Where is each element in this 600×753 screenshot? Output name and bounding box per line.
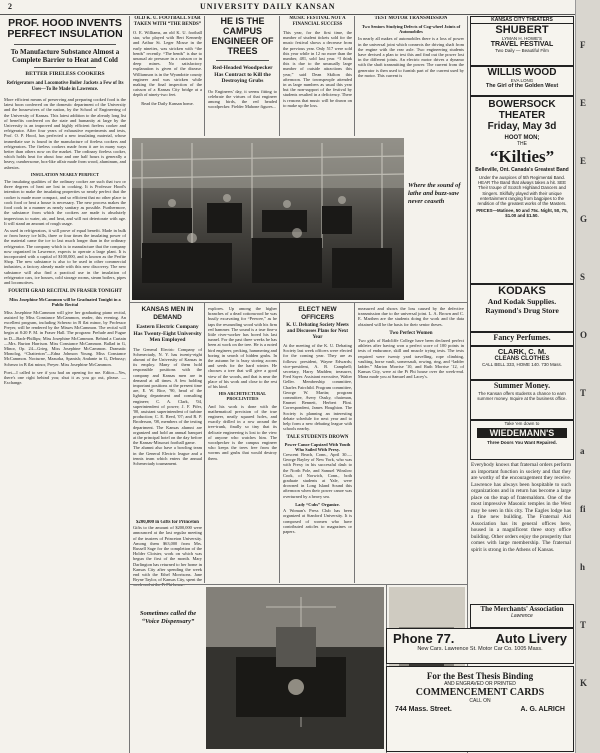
motor-body: In nearly all makes of automobiles there is a loss of power in the universal joint which connects the driving shaft from the engine with the rear axle. Two engineering students have devised a plan to test this and find out the power lost in the different joints. An electric motor drives a dynamo with the shaft transmitting the power. The current from the generator is then used to furnish part of the current used by the motor. This current is (358, 36, 464, 78)
adjacent-page-letter: E (580, 156, 587, 166)
page-number: 2 (8, 2, 13, 11)
perfect-women-headline: Two Perfect Women (389, 330, 433, 336)
motor-article-cont (358, 306, 464, 584)
kilties-title: “Kilties” (489, 147, 555, 166)
theaters-header: KANSAS CITY THEATERS (471, 17, 573, 24)
gifts-headline: $200,000 in Gifts for Princeton (136, 520, 199, 525)
alrich-thesis-ad (386, 666, 574, 752)
alrich-name: A. G. ALRICH (520, 706, 565, 713)
debating-article (283, 306, 352, 584)
masthead-title: UNIVERSITY DAILY KANSAN (200, 2, 336, 11)
column-rule (354, 16, 355, 136)
poet-joke: Poet—I called to see if you had an opening for me. Editor—Yes, there's one right behind you; shut it as you go out, please. —Exchange. (4, 369, 126, 386)
shubert: SHUBERT (495, 24, 549, 36)
gifts-body: Gifts to the amount of $200,000 were announced at the last regular meeting of the trustees of Princeton University. Among them $63,000 from Mrs. Russell Sage for the completion of the Holder Cloister, work on which was begun the first of the month. Mary Darlington has returned to her home in Kansas City after spending the week end with the Ethel Morrisons. Jane Bryne Taylor, of Kansas City, spent the (133, 525, 202, 583)
thesis-binding: For the Best Thesis Binding (426, 671, 534, 681)
machine-shop-photo (132, 138, 404, 300)
alrich-address: 744 Mass. Street. (395, 706, 452, 713)
machine-shop-photo-graphic (132, 138, 404, 300)
auto-livery-ad (386, 628, 574, 664)
column-rule (279, 16, 280, 136)
hood-deck2: Refrigerators and Locomotive Boiler Jackets a Few of Its Uses—To Be Made in Lawrence. (6, 81, 124, 93)
masthead (0, 0, 575, 15)
recital-subhead: Miss Josephine McCammon will be Graduated Tonight in a Public Recital (9, 297, 121, 308)
cubs-headline: Lady “Cubs” Organize. (295, 501, 340, 507)
adjacent-page-letter: E (580, 98, 587, 108)
adjacent-page-edge (575, 0, 600, 753)
adjacent-page-letter: G (580, 214, 588, 224)
phone-77: Phone 77. (393, 631, 455, 646)
kilties-body: Under the auspices of 5th Regimental Band. HEAR The Band that always takes a hit. SEE Their troupe of Scotch Highland Dancers and Singers. Skilfully played with their unique entertainment ranging from bagpipes to the rendition of the greatest works of the Masters. (477, 175, 567, 207)
adjacent-page-letter: fi (580, 504, 586, 514)
perfect-women-body: Two girls of Radcliffe College have been declared perfect athletes after having won a perfect score of 100 points in tests of endurance, skill and muscle trying tests. The tests required were twenty yard travelling, rope climbing, vaulting, horse vault, somersault, rowing, ring, and “ladder ladder.” Marion Morrise '10, and Ruth Morrise '12, of Kansas City, were at the Pi Phi house over the week-end. Mona made you at Samuel and Lacey's. (358, 338, 464, 380)
kansas-city-theaters-ad (470, 16, 574, 66)
voice-dispensary-photo (206, 587, 384, 749)
section-rule (130, 584, 467, 585)
woodpecker-article-cont (208, 306, 277, 584)
motor-subhead: Two Seniors Studying Defects of Cog-wheel Joints of Automobiles (361, 24, 461, 35)
kodaks: KODAKS (498, 285, 546, 297)
insulation-subhead: INSULATION NEARLY PERFECT (30, 171, 100, 177)
recital-body: Miss Josephine McCammon will give her graduating piano recital, assisted by Miss Constance McCammon, reader, this evening. An excellent program, including Scherzo in B flat minor, by Professor Preyer, will be rendered by the Misses McCammon. The recital will begin at 8:20 P. M. in Fraser Hall. The program: Prelude and Fugue in D—Bach-Phillips; Miss Josephine McCammon. Behind a Curtain—Mrs. Burton Harrison. Miss Constance McCammon. Ballad in G, Minor, Op. 24—Grieg. Miss Josephine McCammon. Dramatic Monolog, “Chatterton”—Edna Johnson Young. Miss Constance McCammon. Nocturne, Mazurka, Spanish; Andante in G, Debussy; Scherzo in B flat minor, Preyer. Miss Josephine McCammon. (4, 309, 126, 367)
kansas-men-headline: KANSAS MEN IN DEMAND (141, 306, 194, 321)
clark-name: CLARK, C. M. (497, 347, 547, 356)
shubert-line: Two Daily — Beautiful Film (495, 48, 549, 53)
woodpecker-body: explores. Up among the higher branches of a dead cottonwood he was busily excavating for “Peewee,” as he taps the resounding wood with his firm red hammer. The sound is a true fine-a little river-worker has bored his last tunnel. For the past three weeks he has been at work on the tree. He is a noted bird engineer, pecking, hammering and boring in search of hidden grubs. In the autumn he is busy storing acorns and seeds for the hard winter. He chooses a tree that will give a good view of the woods, and that is near the place of his work and close to the rest of his kind. (208, 306, 277, 390)
column-2 (133, 16, 202, 136)
willis-wood-ad (470, 66, 574, 96)
bends-headline: OLD K. U. FOOTBALL STAR TAKEN WITH “THE BENDS” (133, 16, 202, 27)
kansas-men-body-2: The alumni also have a bowling team in the General Electric league and a tennis team which enters the annual Schenectady tournament. (133, 445, 202, 466)
column-1 (4, 16, 126, 751)
bends-body: O. E. Williams, an old K. U. football star, who played with Bert Kennedy and Arthur St. Leger Mosse in the early nineties, was stricken with “the bends” recently. “The bends” is due to unusual air pressure in a caisson or in deep mines. No satisfactory explanation is given of the disease. Williamson is in the Wyandotte county engineer and was stricken while making the final inspection of the caisson of a Kansas City bridge at a depth of ninety-two feet. (133, 30, 202, 98)
adjacent-page-letter: T (580, 388, 587, 398)
commencement-cards: COMMENCEMENT CARDS (415, 687, 545, 698)
auto-livery: Auto Livery (495, 631, 567, 646)
column-rule (129, 16, 130, 753)
hood-body: More efficient means of preserving and preparing cooked food is the latest boon conferred on the domestic department of the University and the housewives of the nation, by the School of Engineering of the University of Kansas. This latest addition to the already long list of benefits conferred on the state and humanity at large by the University is an improved and highly efficient fireless cooker and refrigerator. After four years of exhaustive experiments and tests, Prof. O. P. Hood, has perfected a new insulating material, whose immediate use is found in the manufacture of fireless cookers and refrigerators. The fireless cookers made from it are in many ways better than others now on the market. The ordinary fireless cooker, which holds heat for about four and one half hours is generally a heavy, cumbersome, box-like affair made from wood, aluminum, and asbestos. (4, 97, 126, 170)
clark-phone: CALL BELL 333, HOME 140. 730 Mass. (482, 362, 562, 367)
cubs-body: A Woman's Press Club has been organized at Stanford University. It is composed of women who have contributed articles to magazines or papers. (283, 508, 352, 534)
summer-money: Summer Money. (493, 381, 551, 390)
elect-subhead: K. U. Debating Society Meets and Discusses Plans for Next Year (286, 323, 349, 340)
motor-body-cont: measured and shows the loss caused by the defective transmission due to the universal joint. L. A. Brown and C. E. Marthen are the students doing the work and the data obtained will be the basis for their senior theses. (358, 306, 464, 327)
shubert-show: TRAVEL FESTIVAL (490, 41, 554, 48)
recital-headline: FOURTH GRAD RECITAL IN FRASER TONIGHT (8, 289, 122, 295)
woodpecker-subhead: HIS ARCHITECTURAL PROCLIVITIES (218, 391, 267, 402)
kansas-men-body: The General Electric Company of Schenectady, N. Y. has twenty-eight alumni of the University of Kansas in its employ. Many of them hold responsible positions with the company and Kansas men are in demand at all times. A few holding important positions at the present time are, E. W. Rice, '90, head of the lighting department and consulting engineer; C. A. Clark, '04, superintendent of power; J. F. Pifer, '00, assistant superintendent of turbine production; C. E. Reed, '07; and R. P. Broderson, '08, members of the testing department. The Kansas alumni are organized and hold an annual banquet at the principal hotel on the day before the Kansas-Missouri football game. (133, 346, 202, 446)
willis-show: The Girl of the Golden West (485, 83, 559, 89)
woodpecker-body-2: And his work is done with the mathematical precision of the true engineer, neatly squared holes, and exactly drilled in a row around the tree-trunk, finally so tiny that its delicate engineering is lost to the view of anyone who watches him. The woodpecker is the campus engineer who keeps the trees free from the worms and grubs that would destroy them. (208, 403, 277, 461)
raymond-drug: Raymond's Drug Store (485, 306, 559, 315)
clark-cleans: CLEANS CLOTHES (494, 356, 550, 362)
bowersock-ad (470, 96, 574, 284)
tale-subhead: Power Canoe Capsized With Youth Who Sailed With Prexy. (284, 441, 351, 452)
kansas-men-subhead: Eastern Electric Company Has Twenty-Eight University Men Employed (133, 324, 202, 343)
hood-body-2: The insulating qualities of the ordinary cooker are such that two or three degrees of heat are lost in cooking. It is Professor Hood's intention to make the insulating properties so nearly perfect that the cooker is made more compact, and so efficient that no other place to cook food or heat a house is necessary. The new process makes the food cook in a manner as nearly sanitary as possible. Furthermore, the substance from which the cookers are made is absolutely impervious to water, air, and heat, and will not deteriorate with age. It will stand an amount of rough usage. (4, 179, 126, 226)
three-doors: Three Doors You Want Repaired. (487, 440, 557, 445)
friday-date: Friday, May 3d (487, 121, 557, 132)
elect-headline: ELECT NEW OFFICERS (298, 306, 337, 321)
wiedemann-logo: WIEDEMANN'S (477, 428, 567, 438)
hood-deck: BETTER FIRELESS COOKERS (25, 71, 105, 78)
call-on: CALL ON (469, 698, 491, 704)
hood-subhead: To Manufacture Substance Almost a Complete Barrier to Heat and Cold (10, 48, 120, 65)
adjacent-page-letter: T (580, 620, 587, 630)
princeton-gifts-article (133, 520, 202, 590)
clark-cleaner-ad (470, 346, 574, 380)
column-rule (204, 16, 205, 136)
willis-sub: EVA LONG (510, 78, 534, 83)
wiedemann-ad (470, 420, 574, 460)
fancy-perfumes-ad (470, 332, 574, 346)
merchants-name: The Merchants' Association (480, 605, 564, 613)
column-3 (208, 16, 277, 136)
summer-body: The Kansan offers students a chance to earn summer money. Inquire at the business office. (477, 391, 567, 402)
festival-headline: MUSIC FESTIVAL NOT A FINANCIAL SUCCESS (289, 16, 346, 27)
hood-body-3: As used in refrigerators, it will prove of equal benefit. Made in bulk or from heavy ice hills, three or four times the insulating power of the material came the ice to last much longer than in the ordinary refrigerator. The company which is to manufacture that the company now organized in Lawrence, expects to operate a large plant. It is incorporated with a capital of $100,000, and is known as the Perfite Shop. The new substance is also to be used in other commercial industries, a factory already made with this new discovery. The new substance will also find a practical use in the insulation of refrigerator cars, ice houses, cold storage rooms, steam boilers, pipes and locomotives. (4, 227, 126, 285)
adjacent-page-letter: O (580, 330, 588, 340)
kodaks-ad (470, 284, 574, 332)
tale-headline: TALE STUDENTS DROWN (286, 435, 349, 441)
adjacent-page-letter: a (580, 446, 585, 456)
willis-wood: WILLIS WOOD (487, 67, 557, 78)
column-5 (358, 16, 464, 136)
motor-headline: TEST MOTOR TRANSMISSION (374, 16, 448, 21)
shubert-sub: LYMAN H. HOWE'S (501, 36, 543, 41)
trees-headline: HE IS THE CAMPUS ENGINEER OF TREES (211, 16, 274, 56)
merchants-city: Lawrence (511, 613, 533, 619)
fancy-perfumes: Fancy Perfumes. (493, 333, 551, 342)
the-label: THE (517, 141, 527, 147)
fraternal-body: Everybody knows that fraternal orders perform an important function in society and that they are worthy of the encouragement they receive. Lawrence has always been hospitable to such organizations and in return has become a large place on the map of fraternaldom. One of the most impressive Masonic temples in the West may be seen in this city. The Eagles lodge has a fine new building. The Fraternal Aid Association has its general offices here, housed in a magnificent three story office building. Other orders enjoy the prosperity that comes with large membership. The fraternal spirit is strong in the Athens of Kansas. (471, 462, 571, 553)
read-kansan: Read the Daily Kansan home. (141, 100, 194, 106)
column-rule (204, 303, 205, 583)
column-rule (354, 303, 355, 583)
adjacent-page-letter: h (580, 562, 586, 572)
adjacent-page-letter: S (580, 272, 586, 282)
column-rule (279, 303, 280, 583)
voice-dispensary-caption: Sometimes called the “Voice Dispensary” (139, 610, 197, 625)
kodak-supplies: And Kodak Supplies. (487, 297, 557, 306)
adjacent-page-letter: F (580, 40, 586, 50)
new-cars-line: New Cars. Lawrence St. Motor Car Co. 1005 Mass. (417, 646, 543, 652)
fraternal-editorial (471, 462, 571, 602)
kilties-sub: Belleville, Ont. Canada's Greatest Band (475, 167, 569, 173)
trees-subhead: Red-Headed Woodpecker Has Contract to Kill the Destroying Grubs (212, 65, 273, 84)
hood-headline: PROF. HOOD INVENTS PERFECT INSULATION (7, 17, 123, 41)
column-4 (283, 16, 352, 136)
voice-dispensary-photo-graphic (206, 587, 384, 749)
engraved-printed: AND ENGRAVED OR PRINTED (444, 681, 516, 687)
adjacent-page-letter: K (580, 678, 588, 688)
take-em: Take 'em down to (504, 421, 540, 426)
bowersock-title: BOWERSOCK THEATER (488, 99, 556, 121)
elect-body: At the meeting of the K. U. Debating Society last week officers were elected for the coming year. They are as follows: president, Wayne Edwards; vice-president, A. B. Campbell; secretary, Harry Madden; treasurer, Fred Sayer. Assistant executive, Walter Geller. Membership committee, Charles Fairchild. Program committee, George W. Martin; program committee, Avery Ousky, chairman, Emmet Bennett, Herbert Flint. Correspondent, James Houghton. The Society is planning an interesting debate schedule for next year and to help form a new debating league with schools nearby. (283, 343, 352, 432)
section-rule (130, 302, 467, 303)
hoot-mon: HOOT MON; (504, 135, 540, 141)
photo-caption: Where the sound of lathe and buzz-saw never ceaseth (408, 182, 461, 205)
kilties-prices: PRICES—Matinee, 50 and 75c. Night, 50, 75, $1.00 and $1.50. (476, 208, 568, 219)
merchants-ad (470, 604, 574, 628)
festival-body: This year, for the first time, the number of student tickets sold for the music festival shows a decrease from the previous year. Only 517 were sold this year while in 12 no more than the number, 481, sold last year. “I think this is due to the unusually large number of outside attractions this year,” said Dean Skilton this afternoon. The townspeople attended in as large numbers as usual this year but the non-support of the festival by students resulted in a deficiency. There is reasons that music will be drawn on to make up the loss. (283, 30, 352, 108)
summer-money-ad (470, 380, 574, 420)
trees-body: Oo Engineers' day, it seems fitting to celebrate the virtues of that engineer among birds, the red headed woodpecker. Fielder Mahone figures... (208, 88, 277, 110)
tale-body: Crescent Beach, Conn., April 30.—George Bayley of New York, who was with Prexy in his successful dash to the North Pole, and Samuel Winslow Cook, of Norwich, Conn., both graduate students at Yale, were drowned in Long Island Sound this afternoon when their power canoe was overturned by a heavy sea. (283, 452, 352, 499)
